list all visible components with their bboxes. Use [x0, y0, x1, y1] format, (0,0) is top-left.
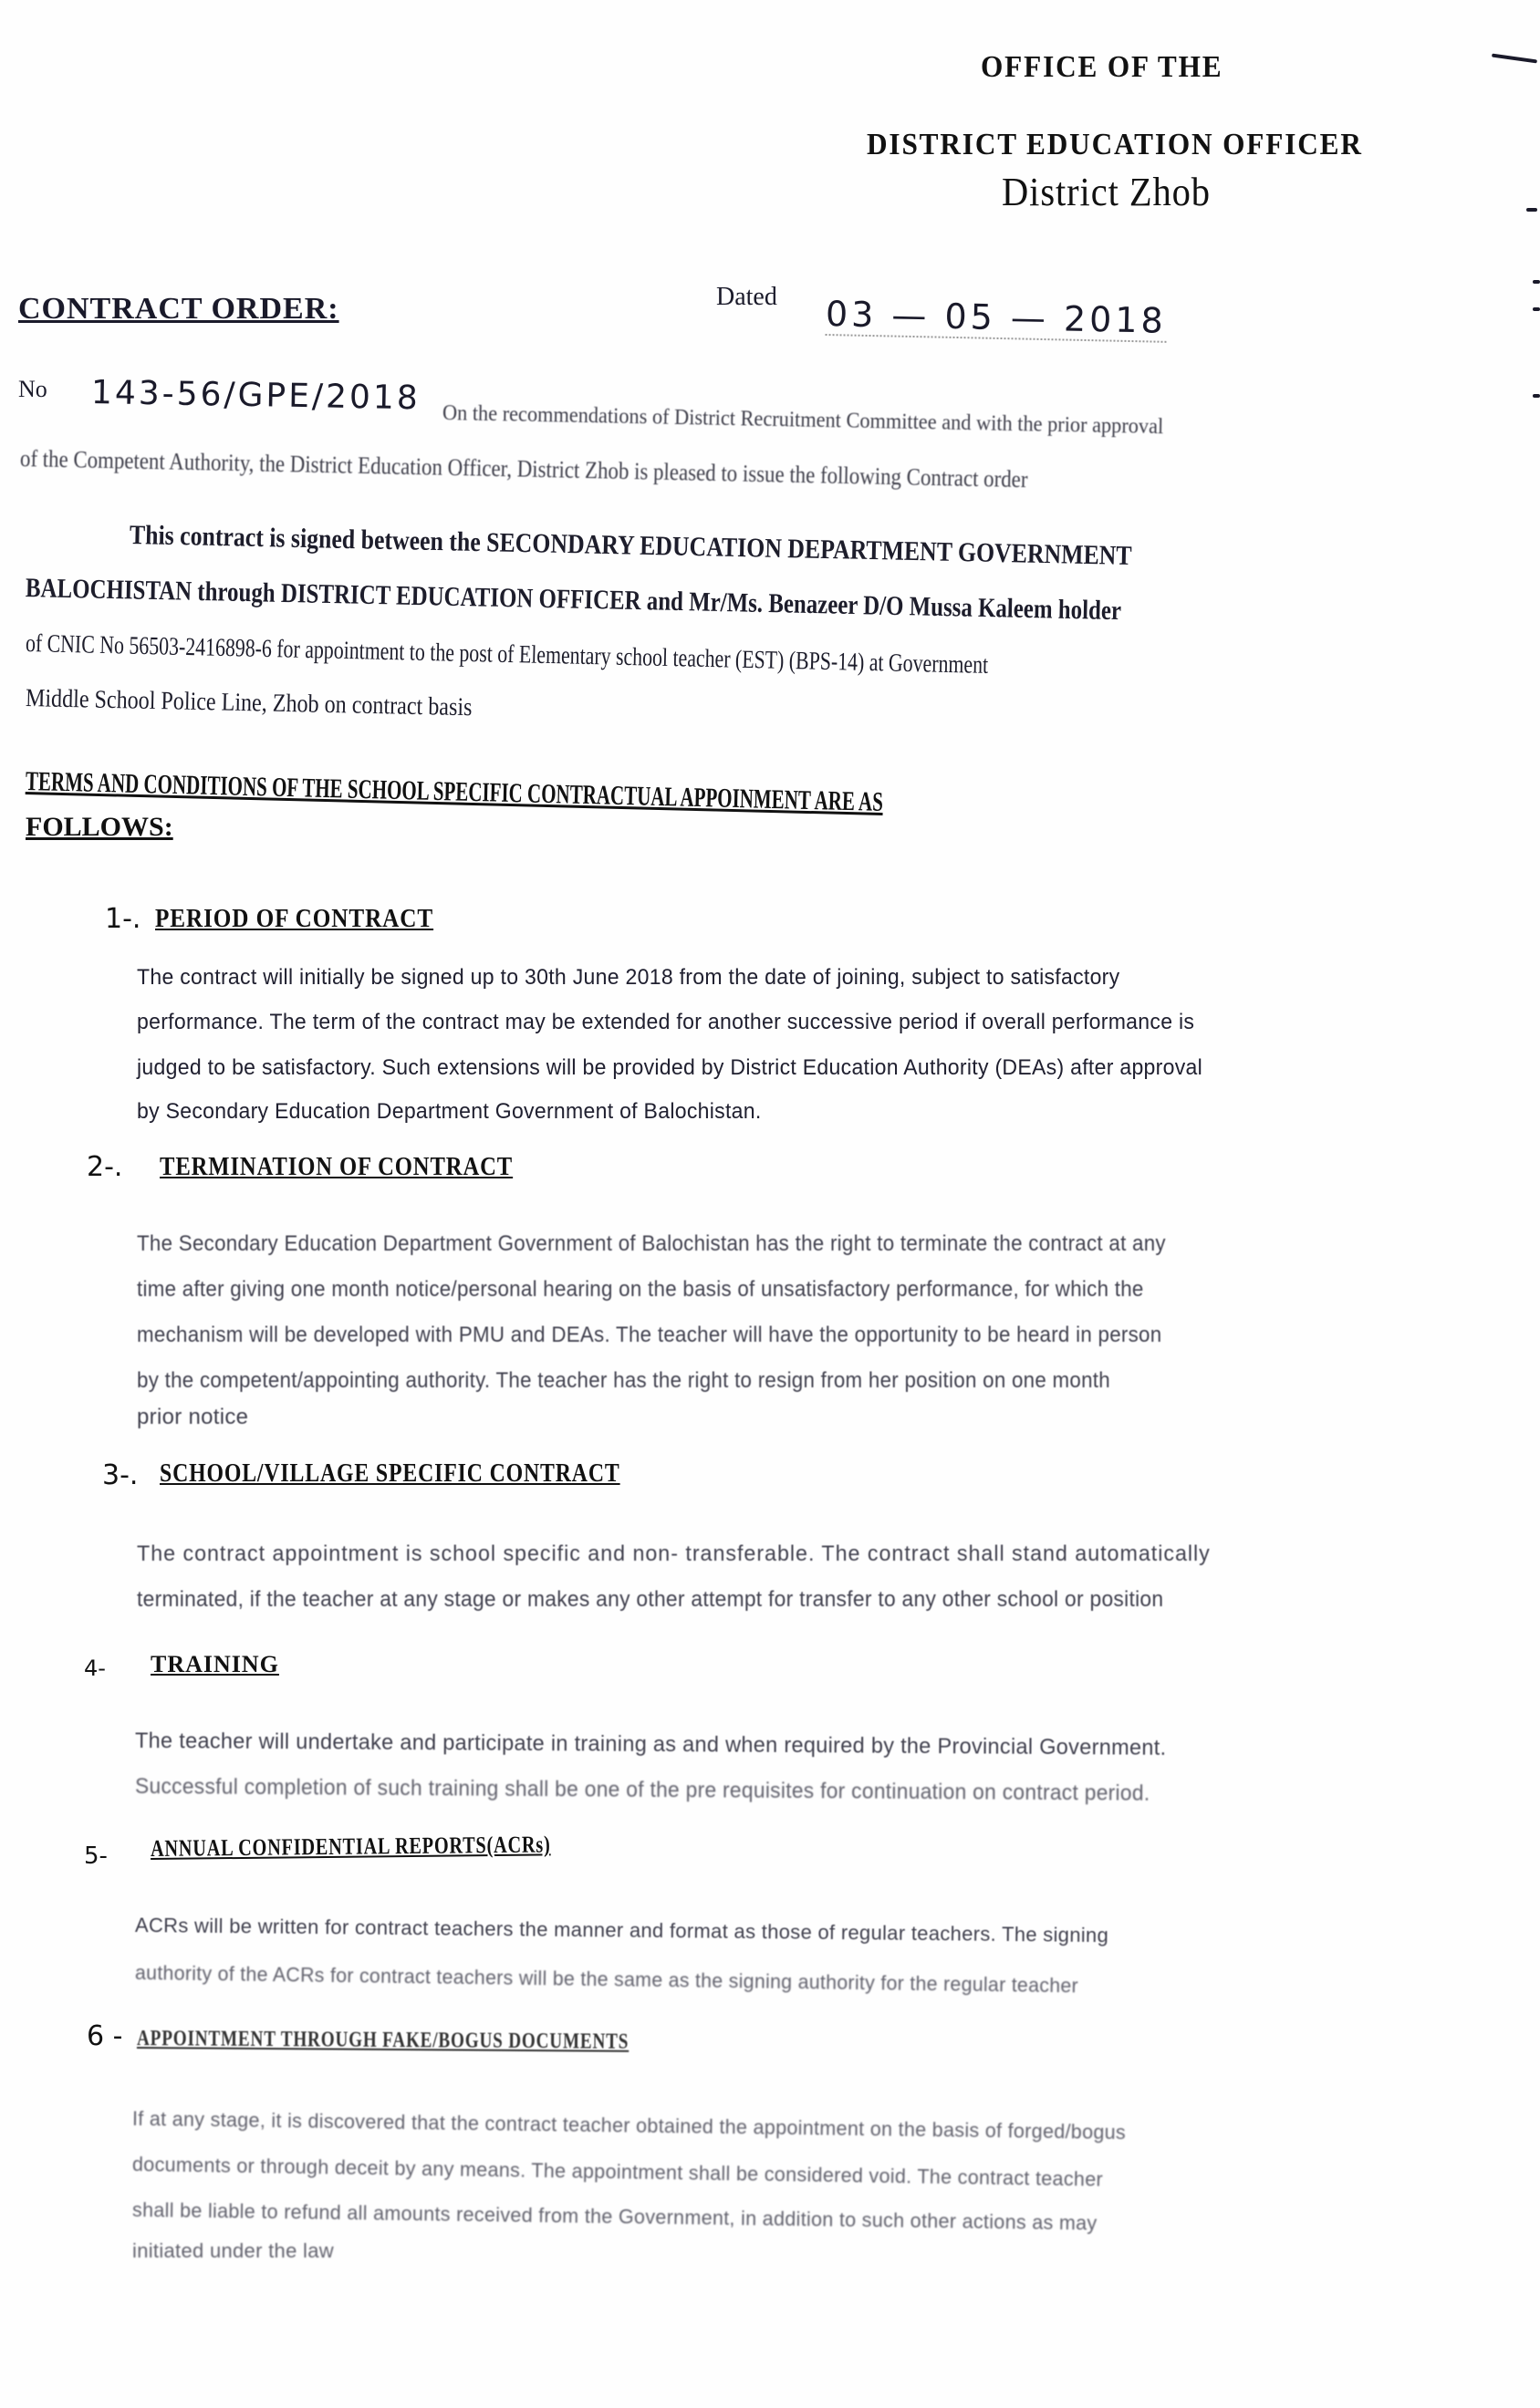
section-line: The Secondary Education Department Government of Balochistan has the right to terminate the contract at any [137, 1231, 1166, 1256]
section-line: by Secondary Education Department Government of Balochistan. [137, 1099, 762, 1124]
section-line: prior notice [137, 1405, 249, 1429]
section-line: Successful completion of such training shall be one of the pre requisites for continuation on contract period. [134, 1774, 1150, 1806]
section-line: documents or through deceit by any means. The appointment shall be considered void. The contract teacher [131, 2153, 1104, 2191]
section-number: 4- [84, 1656, 106, 1681]
dated-label: Dated [716, 283, 777, 311]
terms-heading-line2: FOLLOWS: [26, 812, 173, 842]
section-title: SCHOOL/VILLAGE SPECIFIC CONTRACT [160, 1459, 620, 1488]
section-line: initiated under the law [132, 2239, 334, 2262]
section-title: ANNUAL CONFIDENTIAL REPORTS(ACRs) [150, 1831, 551, 1862]
office-header-line1: OFFICE OF THE [981, 50, 1223, 84]
section-line: judged to be satisfactory. Such extensions will be provided by District Education Authority (DEAs) after approval [137, 1055, 1203, 1080]
scan-mark [1492, 54, 1537, 64]
intro-line-1: On the recommendations of District Recruitment Committee and with the prior approval [442, 401, 1164, 440]
order-date: 03 — 05 — 2018 [825, 294, 1168, 341]
section-title: TERMINATION OF CONTRACT [160, 1153, 514, 1181]
order-number-label: No [18, 376, 47, 402]
section-line: The contract will initially be signed up to 30th June 2018 from the date of joining, subject to satisfactory [137, 965, 1120, 990]
agreement-line: This contract is signed between the SECONDARY EDUCATION DEPARTMENT GOVERNMENT [129, 520, 1132, 572]
scan-mark [1526, 208, 1537, 212]
section-line: The contract appointment is school specific and non- transferable. The contract shall stand automatically [137, 1541, 1211, 1566]
section-line: authority of the ACRs for contract teachers will be the same as the signing authority for the regular teacher [134, 1961, 1079, 1998]
scan-mark [1533, 307, 1540, 311]
section-title: PERIOD OF CONTRACT [155, 905, 434, 933]
office-header-district: District Zhob [1002, 170, 1211, 214]
terms-heading-line1: TERMS AND CONDITIONS OF THE SCHOOL SPECIFIC CONTRACTUAL APPOINMENT ARE AS [25, 766, 884, 817]
contract-order-title: CONTRACT ORDER: [18, 292, 339, 326]
section-line: shall be liable to refund all amounts received from the Government, in addition to such other actions as may [131, 2198, 1098, 2235]
section-number: 1-. [105, 903, 141, 935]
section-line: ACRs will be written for contract teachers the manner and format as those of regular teachers. The signing [134, 1914, 1109, 1947]
section-number: 3-. [102, 1459, 139, 1491]
section-number: 2-. [87, 1151, 123, 1183]
agreement-line: Middle School Police Line, Zhob on contract basis [25, 684, 473, 722]
section-title: APPOINTMENT THROUGH FAKE/BOGUS DOCUMENTS [136, 2027, 630, 2054]
scan-mark [1533, 280, 1540, 284]
section-title: TRAINING [151, 1651, 279, 1677]
section-line: performance. The term of the contract may be extended for another successive period if overall performance is [137, 1010, 1195, 1034]
section-number: 5- [84, 1842, 108, 1870]
section-number: 6 - [87, 2020, 123, 2052]
section-line: If at any stage, it is discovered that the contract teacher obtained the appointment on the basis of forged/bogus [131, 2107, 1127, 2144]
office-header-line2: DISTRICT EDUCATION OFFICER [867, 128, 1363, 161]
agreement-line: of CNIC No 56503-2416898-6 for appointment to the post of Elementary school teacher (EST) (BPS-14) at Government [25, 629, 989, 680]
agreement-line: BALOCHISTAN through DISTRICT EDUCATION OFFICER and Mr/Ms. Benazeer D/O Mussa Kaleem holder [25, 573, 1122, 627]
scan-mark [1533, 394, 1540, 398]
section-line: The teacher will undertake and participate in training as and when required by the Provincial Government. [134, 1728, 1167, 1760]
section-line: terminated, if the teacher at any stage or makes any other attempt for transfer to any other school or position [137, 1587, 1164, 1612]
intro-line-2: of the Competent Authority, the District Education Officer, District Zhob is pleased to issue the following Contract order [19, 445, 1028, 493]
section-line: by the competent/appointing authority. The teacher has the right to resign from her position on one month [137, 1368, 1110, 1393]
order-number: 143-56/GPE/2018 [90, 374, 421, 418]
section-line: time after giving one month notice/personal hearing on the basis of unsatisfactory performance, for which the [137, 1277, 1144, 1302]
section-line: mechanism will be developed with PMU and DEAs. The teacher will have the opportunity to be heard in person [137, 1323, 1162, 1347]
